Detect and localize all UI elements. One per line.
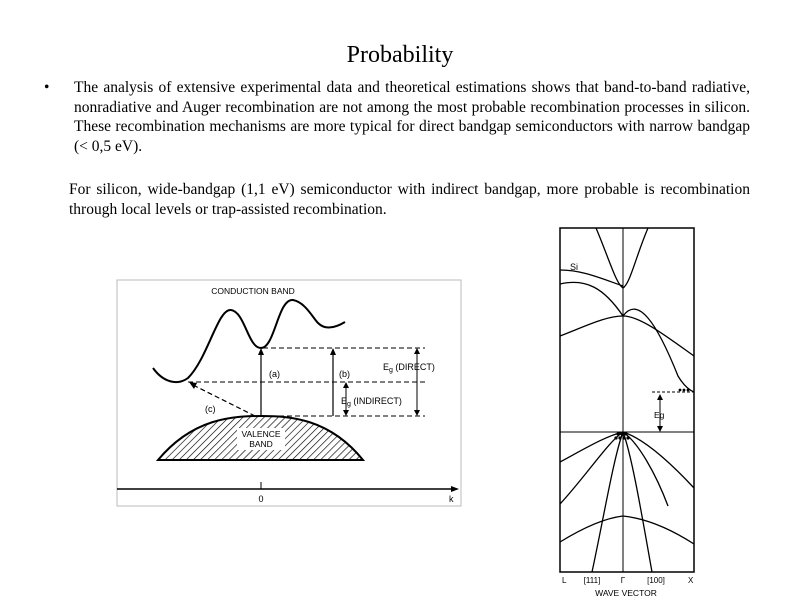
bullet-marker: • <box>44 79 50 96</box>
arrow-c-head <box>189 382 197 389</box>
tick-X: X <box>688 576 694 585</box>
tick-111: [111] <box>583 576 601 585</box>
eg-direct-down <box>414 410 420 416</box>
label-c: (c) <box>205 404 216 414</box>
valence-band-label-2: BAND <box>249 439 273 449</box>
origin-label: 0 <box>258 494 264 504</box>
eg-direct-up <box>414 348 420 354</box>
tick-L: L <box>562 576 567 585</box>
eg-indirect-down <box>343 410 349 416</box>
arrow-c <box>195 386 255 416</box>
slide-title: Probability <box>346 42 454 68</box>
eg-indirect-label: $E_g$ (INDIRECT) <box>341 396 402 408</box>
bullet-text: The analysis of extensive experimental data and theoretical estimations shows that band-to-band radiative, nonradiative and Auger recombination are not among the most probable recombination processes in silicon. These recombination mechanisms are more typical for direct bandgap semiconductors with narrow bandgap (< 0,5 eV). <box>74 79 750 155</box>
paragraph-text: For silicon, wide-bandgap (1,1 eV) semiconductor with indirect bandgap, more probable is recombination through local levels or trap-assisted recombination. <box>69 181 750 218</box>
arrow-b-head <box>330 348 336 355</box>
x-axis-label: WAVE VECTOR <box>595 588 657 598</box>
k-axis-arrow <box>451 486 459 492</box>
label-b: (b) <box>339 369 350 379</box>
arrow-a-head <box>258 348 264 355</box>
electrons-marker <box>679 389 690 392</box>
si-band-structure-figure <box>556 226 700 600</box>
plot-frame <box>560 228 694 572</box>
tick-100: [100] <box>647 576 665 585</box>
eg-label: Eg <box>654 410 665 420</box>
figure-frame <box>117 280 461 506</box>
tick-gamma: Γ <box>620 576 626 585</box>
conduction-band-label: CONDUCTION BAND <box>211 286 295 296</box>
conduction-band-curve <box>153 300 345 382</box>
eg-indirect-up <box>343 382 349 388</box>
band-diagram-figure <box>113 278 465 508</box>
bullet-item <box>44 78 750 156</box>
valence-band-label-1: VALENCE <box>241 429 281 439</box>
k-axis-label: k <box>449 494 454 504</box>
label-a: (a) <box>269 369 280 379</box>
si-label: Si <box>570 262 579 272</box>
eg-direct-label: $E_g$ (DIRECT) <box>383 362 435 374</box>
